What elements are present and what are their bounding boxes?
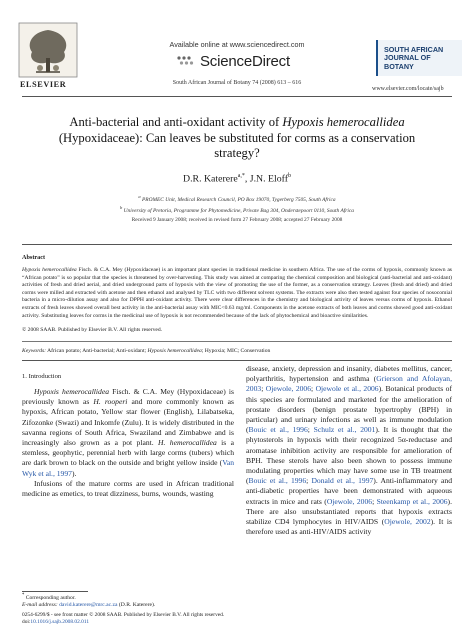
citation-link[interactable]: Ojewole, 2002 [384,517,431,527]
title-species: Hypoxis hemerocallidea [282,115,405,129]
sciencedirect-brand[interactable] [176,52,290,70]
journal-reference: South African Journal of Botany 74 (2008) 613 – 616 [172,80,302,86]
header-rule [22,96,452,97]
right-text-3: ). It is thought that the phytosterols in hypoxis with their recognized 5α-reductase and aromatase inhibition activity are responsible for amelioration of BPH. These sterols have also been shown to possess immune modulating properties which may have some use in TB treatment ( [246,425,453,486]
abstract-top-rule [22,244,452,245]
abstract-body [22,267,452,320]
citation-link[interactable]: Schulz et al., 2001 [313,425,376,435]
author-list [0,173,474,184]
title-part2: (Hypoxidaceae): Can leaves be substituted for corms as a conservation strategy? [58,130,416,160]
right-text-4: ). Anti-inflammatory and anti-diabetic properties have been demonstrated with aqueous extracts in mice and rats ( [246,476,452,506]
front-matter-line: 0254-6299/$ - see front matter © 2008 SAAB. Published by Elsevier B.V. All rights reserved. [22,612,225,618]
footnote-star: * [22,593,25,598]
affil-b-mark: b [120,204,123,210]
intro-p1-d: ). [71,468,77,478]
right-paragraph [246,364,452,537]
footnote-line-1 [22,592,155,602]
intro-species: Hypoxis hemerocallidea [34,387,109,396]
affiliation-a [0,193,474,204]
intro-p1-b: and more commonly known as hypoxis, African potato, Yellow star flower (English), Lilabatseka, Zifozonke (Swazi) and Inkomfe (Zulu). It is widely distributed in the savanna regions of South Africa, Swaziland and Zimbabwe and is increasingly also grown as a pot plant. [22,397,234,448]
affil-a-text: PROMEC Unit, Medical Research Council, PO Box 19070, Tygerberg 7505, South Africa [142,196,336,203]
keywords [22,348,452,354]
sciencedirect-name: ScienceDirect [200,52,290,70]
intro-right-column [246,364,452,537]
citation-sep: ; [372,496,377,506]
citation-link[interactable]: Bouic et al., 1996 [248,425,308,435]
sciencedirect-dots-icon [176,54,196,68]
citation-link[interactable]: Van Wyk et al., 1997 [22,458,234,478]
elsevier-tree-logo [18,22,78,78]
section-heading-introduction: 1. Introduction [22,373,62,380]
email-label: E-mail address: [22,601,58,608]
intro-p1-a: Fisch. & C.A. Mey (Hypoxidaceae) is previously known as [22,387,234,407]
citation-link[interactable]: Ojewole, 2006 [326,496,373,506]
abstract-heading: Abstract [22,254,46,261]
citation-sep: ; [261,384,266,394]
title-part1: Anti-bacterial and anti-oxidant activity of [69,115,283,129]
doi-label: doi: [22,619,31,625]
right-text-6: ). It is therefore used as anti-HIV/AIDS activity [246,517,452,537]
doi-line [22,619,224,626]
abstract-text: Fisch. & C.A. Mey (Hypoxidaceae) is an important plant species in traditional medicine in southern Africa. The use of the corms of hypoxis, commonly known as “African potato” is so popular that the species is threatened by over-harvesting. This study was aimed at comparing the chemical composition and biological (anti-bacterial and anti-oxidant) activities of fresh and dried aerial, and dried underground parts of hypoxis with the view of promoting the use of the former, as a conservation strategy. Leaves (fresh and dried) and dried corms were milled and extracted with acetone and then ethanol and analysed by TLC with two different solvent systems. The extracts were also then tested against four species of nosocomial bacteria in a micro-dilution assay and also for DPPH anti-oxidant activity. There were clear differences in the chemistry and biological activity of leaves versus corms of hypoxis. Ethanol extracts of fresh leaves showed overall best activity in the anti-bacterial assay with MIC<0.63 mg/ml. Components in the acetone extracts of both leaves and corms showed good anti-oxidant activity. Substituting leaves for corms in the medicinal use of hypoxis is not recommended because of the lack of phytochemical and bioactive similarities. [22,267,452,319]
footnote [22,592,155,609]
intro-paragraph-2: Infusions of the mature corms are used in African traditional medicine as emetics, to treat dizziness, burns, wounds, wasting [22,478,234,499]
affiliations [0,193,474,215]
journal-logo-line1: SOUTH AFRICAN [384,45,444,54]
citation-link[interactable]: Donald et al., 1997 [311,476,374,486]
publisher-name: ELSEVIER [20,80,67,89]
citation-link[interactable]: Ojewole et al., 2006 [315,384,379,394]
author-2-affil-marks: b [287,173,291,179]
keywords-top-rule [22,341,452,342]
intro-left-column [22,387,234,499]
author-separator: , [244,173,250,185]
citation-sep: ; [311,384,316,394]
intro-species-short: H. hemerocallidea [158,438,217,448]
abstract-species: Hypoxis hemerocallidea [22,267,77,273]
keywords-bottom-rule [22,360,452,361]
author-1[interactable]: D.R. Katerere [183,173,238,185]
citation-link[interactable]: Grierson and Afolayan, 2003 [246,374,452,394]
page-footer [22,612,224,626]
email-tail: (D.R. Katerere). [117,601,156,608]
keywords-after: ; Hypoxia; MIC; Conservation [201,348,271,354]
article-title [40,115,434,162]
citation-link[interactable]: Ojewole, 2006 [265,384,312,394]
abstract-copyright: © 2008 SAAB. Published by Elsevier B.V. All rights reserved. [22,327,163,333]
footnote-line-2 [22,602,155,609]
right-text-2: ). Botanical products of this species are formulated and marketed for the amelioration of prostate disorders (benign prostate hypertrophy (BPH) in particular) and urinary infections as well as immune modulation ( [246,384,452,435]
citation-link[interactable]: Bouic et al., 1996 [248,476,307,486]
corresponding-star[interactable]: * [241,173,245,179]
author-1-affil-marks: a, [237,173,242,179]
journal-logo [376,40,462,76]
available-online-text: Available online at www.sciencedirect.com [169,40,305,49]
keywords-label: Keywords: [22,348,47,354]
citation-link[interactable]: Steenkamp et al., 2006 [376,496,448,506]
affil-a-mark: a [138,194,141,199]
author-2[interactable]: J.N. Eloff [249,173,288,185]
received-dates: Received 9 January 2008; received in revised form 27 February 2008; accepted 27 February 2008 [131,217,343,223]
footnote-corresponding: Corresponding author. [24,594,76,601]
citation-sep: ; [306,476,312,486]
journal-logo-line2: JOURNAL OF BOTANY [384,53,431,71]
affil-b-text: University of Pretoria, Programme for Phytomedicine, Private Bag 304, Onderstepoort 0110, South Africa [123,207,354,214]
right-text-5: ). There are also unsubstantiated reports that hypoxis extracts stabilize CD4 lymphocytes in HIV/AIDS ( [246,496,452,527]
right-text-1: disease, anxiety, depression and insanity, diabetes mellitus, cancer, polyarthritis, hypertension and asthma ( [246,364,452,384]
intro-paragraph-1 [22,387,234,479]
citation-sep: ; [307,425,314,435]
intro-rooperi: H. rooperi [93,397,128,407]
intro-p1-c: is a stemless, geophytic, perennial herb with large corms (tubers) which are dark brown to black on the outside and bright yellow inside ( [22,438,234,468]
email-link[interactable]: david.katerere@mrc.ac.za [57,601,118,608]
affiliation-b [0,204,474,215]
journal-url[interactable]: www.elsevier.com/locate/sajb [372,86,444,92]
keywords-before: African potato; Anti-bacterial; Anti-oxidant; [46,348,148,354]
keywords-species: Hypoxis hemerocallidea [147,348,202,354]
doi-link[interactable]: 10.1016/j.sajb.2008.02.011 [30,619,90,625]
